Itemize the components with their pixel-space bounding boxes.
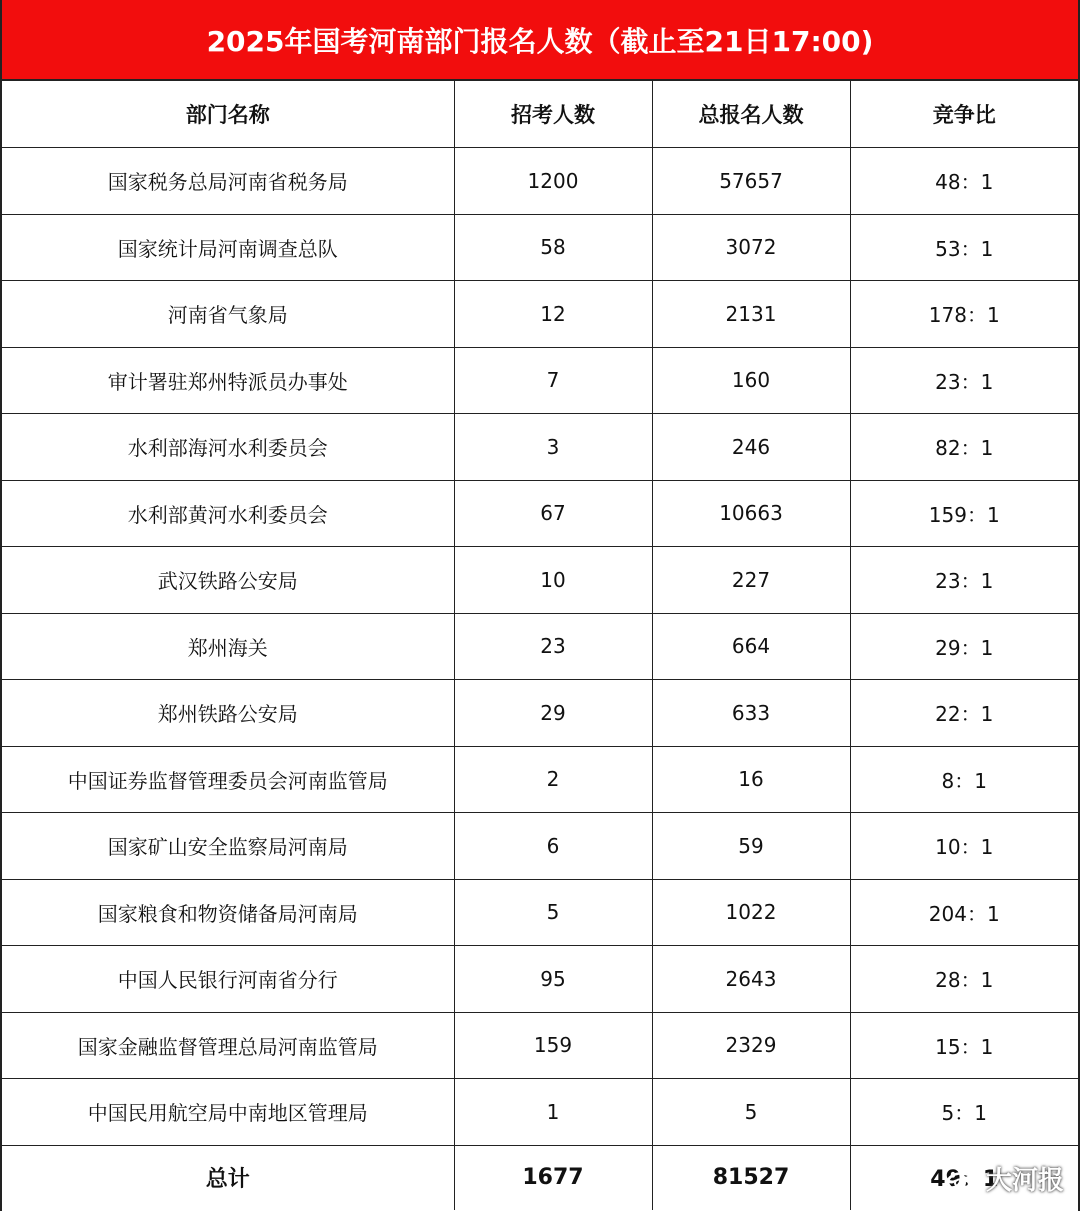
cell-positions: 12 <box>454 281 652 348</box>
cell-department: 国家金融监督管理总局河南监管局 <box>2 1012 454 1079</box>
cell-ratio: 48：1 <box>850 148 1078 215</box>
cell-positions: 6 <box>454 813 652 880</box>
cell-positions: 159 <box>454 1012 652 1079</box>
cell-ratio: 10：1 <box>850 813 1078 880</box>
table-total-row <box>2 1145 1078 1210</box>
cell-department: 河南省气象局 <box>2 281 454 348</box>
cell-applicants: 2329 <box>652 1012 850 1079</box>
total-ratio: 49：1 <box>850 1145 1078 1210</box>
cell-department: 中国人民银行河南省分行 <box>2 946 454 1013</box>
cell-ratio: 23：1 <box>850 347 1078 414</box>
cell-applicants: 2131 <box>652 281 850 348</box>
cell-positions: 10 <box>454 547 652 614</box>
cell-department: 郑州海关 <box>2 613 454 680</box>
cell-department: 中国民用航空局中南地区管理局 <box>2 1079 454 1146</box>
cell-positions: 23 <box>454 613 652 680</box>
table-row <box>2 613 1078 680</box>
watermark <box>946 1160 1064 1197</box>
cell-positions: 1200 <box>454 148 652 215</box>
cell-department: 水利部海河水利委员会 <box>2 414 454 481</box>
page-title: 2025年国考河南部门报名人数（截止至21日17:00) <box>2 0 1078 81</box>
table-row <box>2 281 1078 348</box>
cell-ratio: 5：1 <box>850 1079 1078 1146</box>
cell-applicants: 16 <box>652 746 850 813</box>
cell-ratio: 23：1 <box>850 547 1078 614</box>
table-row <box>2 480 1078 547</box>
cell-ratio: 53：1 <box>850 214 1078 281</box>
table-row <box>2 148 1078 215</box>
cell-applicants: 633 <box>652 680 850 747</box>
cell-positions: 67 <box>454 480 652 547</box>
cell-applicants: 246 <box>652 414 850 481</box>
column-header-ratio: 竞争比 <box>850 81 1078 148</box>
cell-department: 审计署驻郑州特派员办事处 <box>2 347 454 414</box>
cell-positions: 1 <box>454 1079 652 1146</box>
cell-applicants: 5 <box>652 1079 850 1146</box>
table-row <box>2 214 1078 281</box>
cell-ratio: 82：1 <box>850 414 1078 481</box>
cell-department: 国家税务总局河南省税务局 <box>2 148 454 215</box>
cell-applicants: 664 <box>652 613 850 680</box>
cell-applicants: 227 <box>652 547 850 614</box>
cell-ratio: 15：1 <box>850 1012 1078 1079</box>
cell-applicants: 3072 <box>652 214 850 281</box>
cell-applicants: 10663 <box>652 480 850 547</box>
cell-ratio: 22：1 <box>850 680 1078 747</box>
column-header-applicants: 总报名人数 <box>652 81 850 148</box>
cell-ratio: 159：1 <box>850 480 1078 547</box>
watermark-text: 大河报 <box>985 1166 1064 1196</box>
table-row <box>2 813 1078 880</box>
total-positions: 1677 <box>454 1145 652 1210</box>
cell-positions: 58 <box>454 214 652 281</box>
cell-ratio: 178：1 <box>850 281 1078 348</box>
table-row <box>2 879 1078 946</box>
cell-positions: 3 <box>454 414 652 481</box>
cell-department: 国家矿山安全监察局河南局 <box>2 813 454 880</box>
table-row <box>2 946 1078 1013</box>
cell-applicants: 59 <box>652 813 850 880</box>
cell-ratio: 204：1 <box>850 879 1078 946</box>
cell-applicants: 1022 <box>652 879 850 946</box>
table-row <box>2 1012 1078 1079</box>
total-label: 总计 <box>2 1145 454 1210</box>
table-row <box>2 746 1078 813</box>
registration-table <box>2 81 1078 1210</box>
cell-applicants: 57657 <box>652 148 850 215</box>
table-row <box>2 680 1078 747</box>
table-row <box>2 547 1078 614</box>
cell-positions: 2 <box>454 746 652 813</box>
total-applicants: 81527 <box>652 1145 850 1210</box>
column-header-positions: 招考人数 <box>454 81 652 148</box>
cell-ratio: 29：1 <box>850 613 1078 680</box>
table-row <box>2 414 1078 481</box>
table-row <box>2 1079 1078 1146</box>
cell-positions: 5 <box>454 879 652 946</box>
cell-department: 武汉铁路公安局 <box>2 547 454 614</box>
cell-applicants: 160 <box>652 347 850 414</box>
cell-applicants: 2643 <box>652 946 850 1013</box>
cell-positions: 29 <box>454 680 652 747</box>
cell-department: 郑州铁路公安局 <box>2 680 454 747</box>
cell-positions: 95 <box>454 946 652 1013</box>
weibo-logo-icon <box>946 1166 980 1192</box>
cell-department: 水利部黄河水利委员会 <box>2 480 454 547</box>
cell-department: 中国证券监督管理委员会河南监管局 <box>2 746 454 813</box>
cell-department: 国家统计局河南调查总队 <box>2 214 454 281</box>
cell-ratio: 8：1 <box>850 746 1078 813</box>
cell-ratio: 28：1 <box>850 946 1078 1013</box>
table-header-row <box>2 81 1078 148</box>
column-header-department: 部门名称 <box>2 81 454 148</box>
table-row <box>2 347 1078 414</box>
cell-department: 国家粮食和物资储备局河南局 <box>2 879 454 946</box>
cell-positions: 7 <box>454 347 652 414</box>
